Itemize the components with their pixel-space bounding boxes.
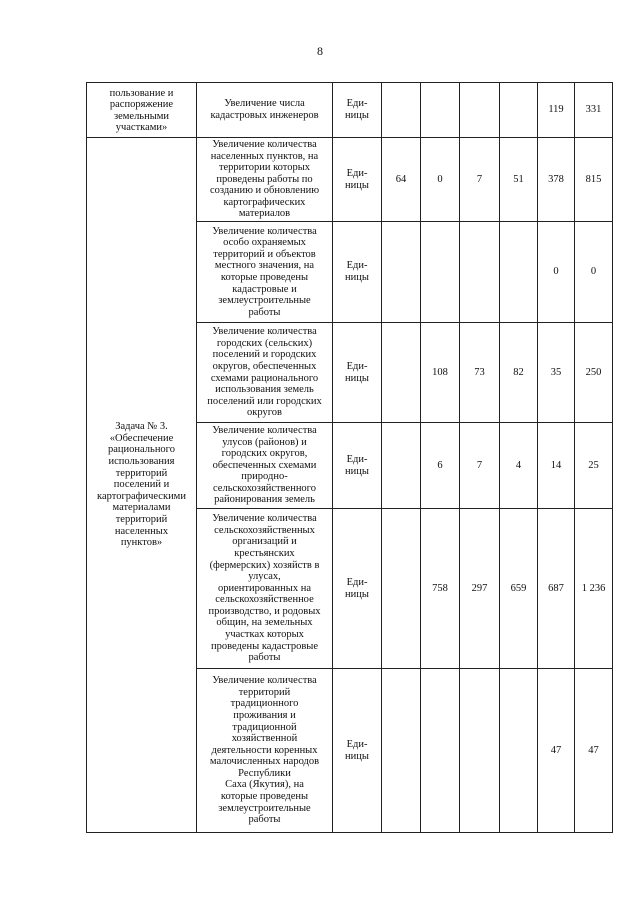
value-cell: 82 — [500, 323, 538, 423]
value-cell: 0 — [575, 222, 613, 323]
indicator-cell: Увеличение количества населенных пунктов, на территории которых проведены работы по созданию и обновлению картографических материалов — [197, 138, 333, 222]
value-cell: 4 — [500, 423, 538, 509]
value-cell — [460, 83, 500, 138]
value-cell: 331 — [575, 83, 613, 138]
value-cell — [382, 222, 421, 323]
value-cell — [500, 83, 538, 138]
task-cell — [87, 138, 197, 833]
unit-cell: Еди- ницы — [333, 323, 382, 423]
value-cell: 6 — [421, 423, 460, 509]
value-cell: 659 — [500, 509, 538, 669]
value-cell: 47 — [538, 669, 575, 833]
value-cell: 7 — [460, 138, 500, 222]
indicator-cell: Увеличение количества городских (сельских) поселений и городских округов, обеспеченных схемами рационального использования земель поселений или городских округов — [197, 323, 333, 423]
value-cell — [460, 669, 500, 833]
value-cell — [500, 669, 538, 833]
value-cell — [460, 222, 500, 323]
value-cell — [382, 323, 421, 423]
task-cell-continuation — [87, 83, 197, 138]
indicators-table — [86, 82, 613, 833]
indicator-cell: Увеличение числа кадастровых инженеров — [197, 83, 333, 138]
value-cell: 25 — [575, 423, 613, 509]
value-cell — [382, 83, 421, 138]
unit-cell: Еди- ницы — [333, 509, 382, 669]
value-cell — [500, 222, 538, 323]
value-cell: 64 — [382, 138, 421, 222]
value-cell: 250 — [575, 323, 613, 423]
value-cell: 0 — [538, 222, 575, 323]
indicator-cell: Увеличение количества особо охраняемых территорий и объектов местного значения, на которые проведены кадастровые и землеустроительные работы — [197, 222, 333, 323]
value-cell — [382, 423, 421, 509]
value-cell: 1 236 — [575, 509, 613, 669]
task-text: пользование и распоряжение земельными участками» — [109, 87, 174, 134]
value-cell: 7 — [460, 423, 500, 509]
table-row — [87, 83, 613, 138]
value-cell: 297 — [460, 509, 500, 669]
value-cell — [421, 669, 460, 833]
value-cell: 35 — [538, 323, 575, 423]
value-cell — [382, 669, 421, 833]
value-cell: 0 — [421, 138, 460, 222]
indicator-cell: Увеличение количества улусов (районов) и городских округов, обеспеченных схемами природно- сельскохозяйственного районирования земель — [197, 423, 333, 509]
unit-cell: Еди- ницы — [333, 138, 382, 222]
value-cell: 108 — [421, 323, 460, 423]
indicator-cell: Увеличение количества сельскохозяйственных организаций и крестьянских (фермерских) хозяйств в улусах, ориентированных на сельскохозяйственное производство, и родовых общин, на земельных участках которых проведены кадастровые работы — [197, 509, 333, 669]
page-number: 8 — [317, 44, 323, 58]
value-cell: 73 — [460, 323, 500, 423]
unit-cell: Еди- ницы — [333, 423, 382, 509]
value-cell: 51 — [500, 138, 538, 222]
task-text: Задача № 3. «Обеспечение рационального использования территорий поселений и картографическими материалами территорий населенных пунктов» — [97, 421, 186, 549]
value-cell: 815 — [575, 138, 613, 222]
unit-cell: Еди- ницы — [333, 222, 382, 323]
value-cell: 14 — [538, 423, 575, 509]
value-cell: 378 — [538, 138, 575, 222]
value-cell — [382, 509, 421, 669]
value-cell: 758 — [421, 509, 460, 669]
unit-cell: Еди- ницы — [333, 83, 382, 138]
value-cell — [421, 222, 460, 323]
unit-cell: Еди- ницы — [333, 669, 382, 833]
value-cell: 687 — [538, 509, 575, 669]
indicator-cell: Увеличение количества территорий традиционного проживания и традиционной хозяйственной деятельности коренных малочисленных народов Республики Саха (Якутия), на которые проведены землеустроительные работы — [197, 669, 333, 833]
value-cell — [421, 83, 460, 138]
value-cell: 119 — [538, 83, 575, 138]
table-row — [87, 138, 613, 222]
value-cell: 47 — [575, 669, 613, 833]
